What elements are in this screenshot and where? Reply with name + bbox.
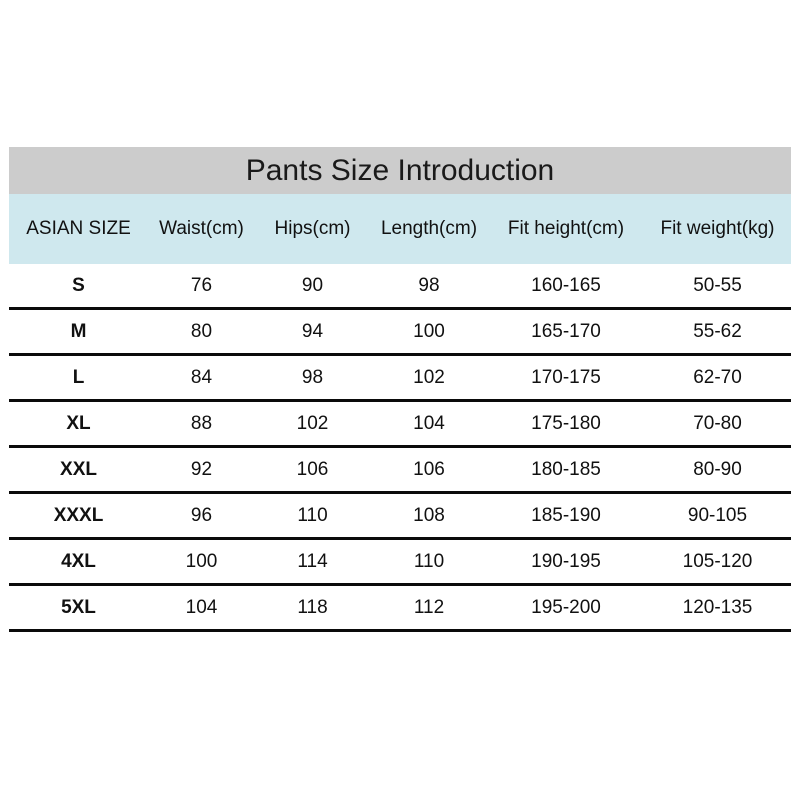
fit-weight-cell: 50-55	[693, 274, 742, 296]
table-row	[9, 448, 791, 494]
table-row	[9, 402, 791, 448]
size-cell: XXXL	[53, 504, 104, 526]
length-cell: 108	[413, 504, 445, 526]
hips-cell: 94	[301, 320, 324, 342]
fit-weight-cell: 80-90	[693, 458, 742, 480]
waist-cell: 88	[190, 412, 213, 434]
waist-cell: 104	[185, 596, 218, 618]
fit-weight-cell: 70-80	[693, 412, 742, 434]
hips-cell: 90	[301, 274, 324, 296]
size-cell: S	[72, 274, 85, 296]
fit-weight-cell: 120-135	[682, 596, 753, 618]
table-row	[9, 356, 791, 402]
waist-cell: 76	[190, 274, 213, 296]
header-asian-size: ASIAN SIZE	[26, 218, 131, 239]
length-cell: 106	[413, 458, 445, 480]
waist-cell: 84	[190, 366, 213, 388]
fit-height-cell: 170-175	[531, 366, 601, 388]
table-row	[9, 264, 791, 310]
hips-cell: 98	[301, 366, 324, 388]
fit-height-cell: 165-170	[531, 320, 601, 342]
size-cell: 5XL	[61, 596, 96, 618]
length-cell: 112	[413, 596, 445, 618]
size-cell: L	[72, 366, 85, 388]
waist-cell: 100	[185, 550, 218, 572]
fit-height-cell: 185-190	[531, 504, 601, 526]
fit-height-cell: 175-180	[531, 412, 601, 434]
length-cell: 98	[418, 274, 440, 296]
fit-height-cell: 180-185	[531, 458, 601, 480]
fit-height-cell: 195-200	[531, 596, 601, 618]
table-row	[9, 586, 791, 632]
fit-weight-cell: 62-70	[693, 366, 742, 388]
fit-weight-cell: 105-120	[682, 550, 753, 572]
waist-cell: 96	[190, 504, 213, 526]
size-cell: XXL	[60, 458, 97, 480]
size-cell: M	[70, 320, 87, 342]
header-fit-weight: Fit weight(kg)	[660, 218, 775, 239]
hips-cell: 118	[297, 596, 328, 618]
length-cell: 102	[413, 366, 445, 388]
fit-height-cell: 190-195	[531, 550, 601, 572]
header-length: Length(cm)	[380, 218, 478, 239]
size-chart-table	[9, 147, 791, 632]
length-cell: 100	[413, 320, 445, 342]
hips-cell: 114	[297, 550, 328, 572]
length-cell: 110	[413, 550, 445, 572]
waist-cell: 80	[190, 320, 213, 342]
table-row	[9, 310, 791, 356]
header-hips: Hips(cm)	[274, 218, 351, 239]
length-cell: 104	[413, 412, 445, 434]
fit-weight-cell: 90-105	[687, 504, 748, 526]
fit-weight-cell: 55-62	[693, 320, 742, 342]
size-cell: 4XL	[61, 550, 96, 572]
header-row	[9, 194, 791, 264]
size-cell: XL	[66, 412, 91, 434]
waist-cell: 92	[190, 458, 213, 480]
header-fit-height: Fit height(cm)	[507, 218, 625, 239]
hips-cell: 110	[297, 504, 328, 526]
header-waist: Waist(cm)	[159, 218, 244, 239]
table-title: Pants Size Introduction	[9, 147, 791, 194]
table-row	[9, 540, 791, 586]
hips-cell: 102	[296, 412, 329, 434]
hips-cell: 106	[296, 458, 329, 480]
table-row	[9, 494, 791, 540]
fit-height-cell: 160-165	[531, 274, 601, 296]
